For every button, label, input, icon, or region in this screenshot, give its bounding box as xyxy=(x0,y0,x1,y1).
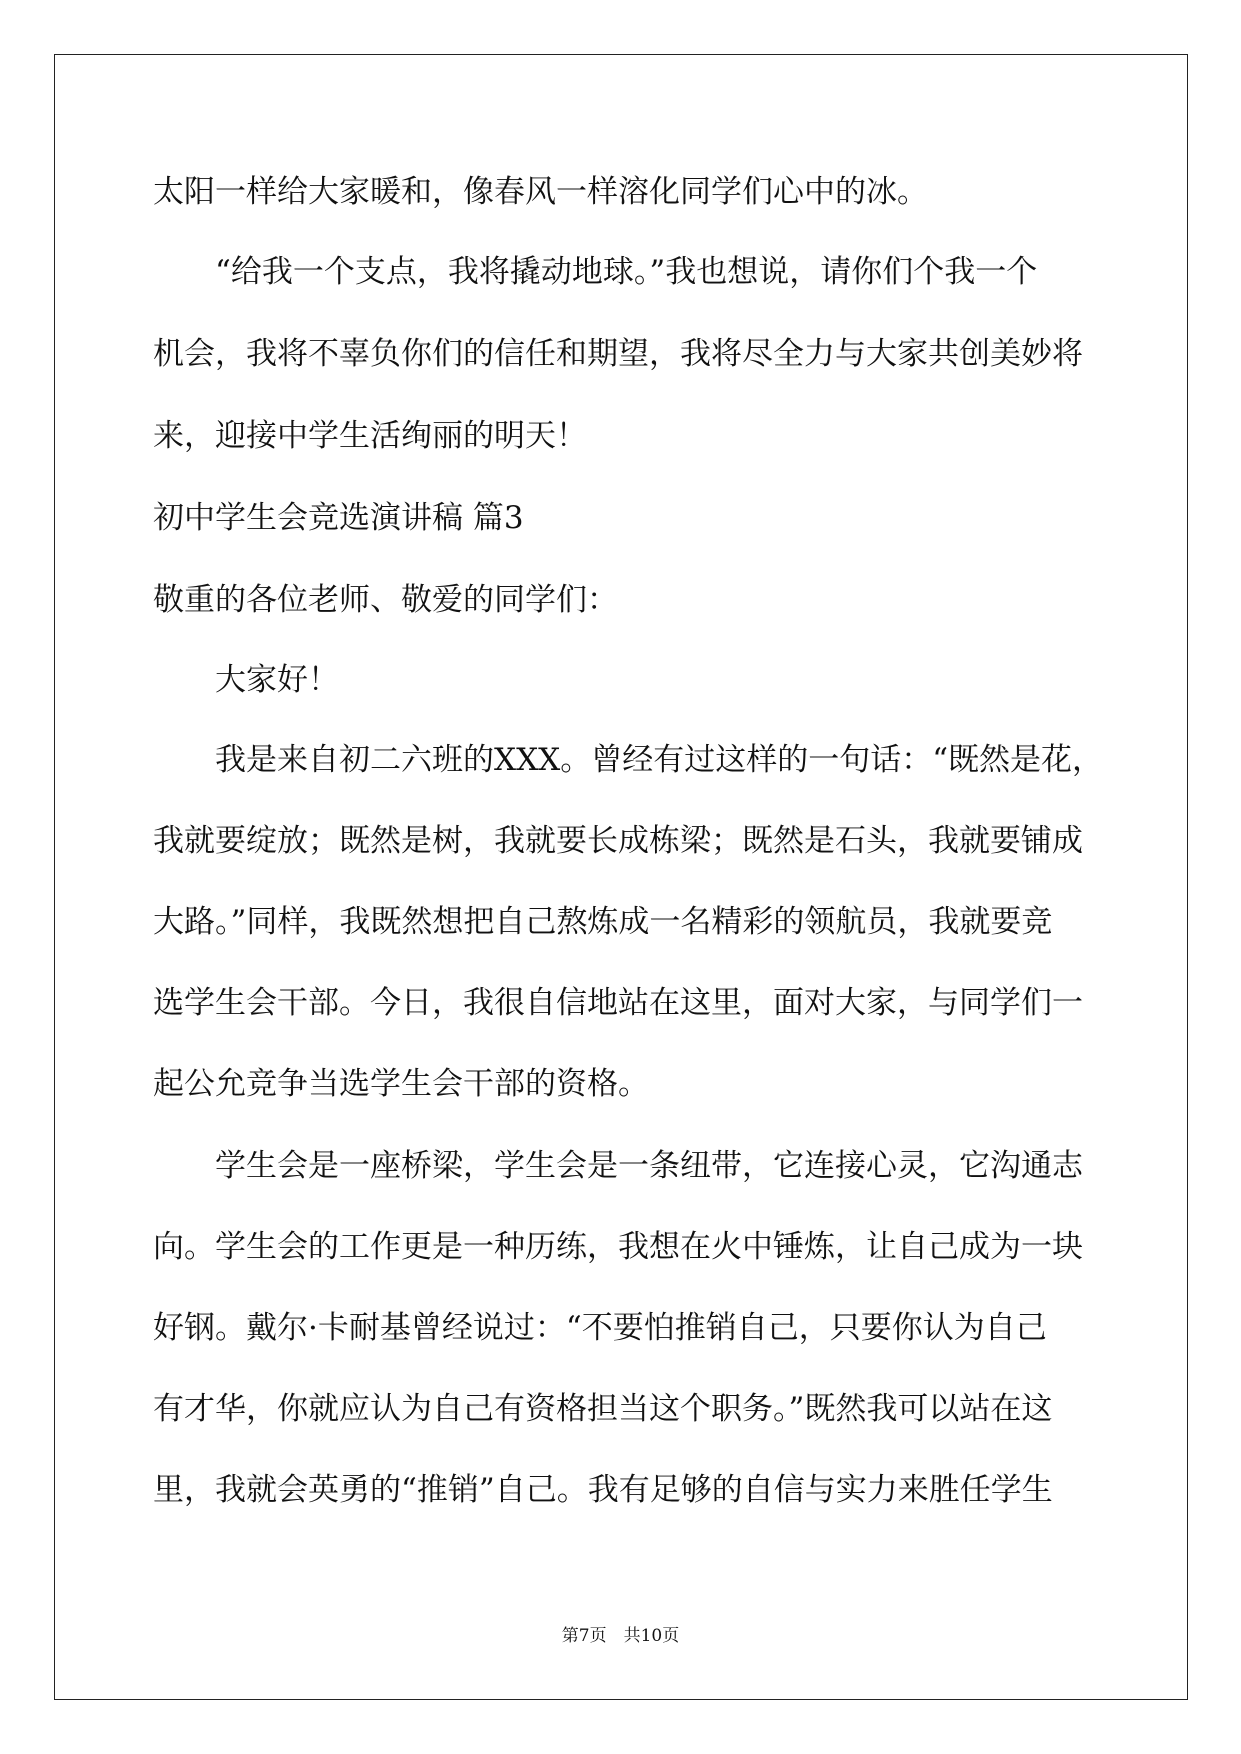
text-line: “给我一个支点，我将撬动地球。”我也想说，请你们个我一个 xyxy=(215,254,1038,290)
text-line: 我就要绽放；既然是树，我就要长成栋梁；既然是石头，我就要铺成 xyxy=(153,823,1083,859)
text-line: 起公允竞争当选学生会干部的资格。 xyxy=(153,1066,649,1102)
text-line: 向。学生会的工作更是一种历练，我想在火中锤炼，让自己成为一块 xyxy=(153,1229,1083,1265)
text-line: 大路。”同样，我既然想把自己熬炼成一名精彩的领航员，我就要竞 xyxy=(153,904,1053,940)
text-line: 我是来自初二六班的XXX。曾经有过这样的一句话：“既然是花， xyxy=(215,742,1104,778)
text-line: 来，迎接中学生活绚丽的明天！ xyxy=(153,418,587,454)
salutation: 敬重的各位老师、敬爱的同学们： xyxy=(153,582,618,618)
section-heading: 初中学生会竞选演讲稿 篇3 xyxy=(153,500,524,536)
text-line: 里，我就会英勇的“推销”自己。我有足够的自信与实力来胜任学生 xyxy=(153,1472,1053,1508)
text-line: 好钢。戴尔·卡耐基曾经说过：“不要怕推销自己，只要你认为自己 xyxy=(153,1310,1047,1346)
text-line: 有才华，你就应认为自己有资格担当这个职务。”既然我可以站在这 xyxy=(153,1391,1053,1427)
page-number: 第7页 共10页 xyxy=(561,1626,680,1646)
greeting: 大家好！ xyxy=(215,662,339,698)
text-line: 太阳一样给大家暖和，像春风一样溶化同学们心中的冰。 xyxy=(153,174,928,210)
text-line: 机会，我将不辜负你们的信任和期望，我将尽全力与大家共创美妙将 xyxy=(153,336,1083,372)
page-border xyxy=(54,54,1188,1700)
text-line: 学生会是一座桥梁，学生会是一条纽带，它连接心灵，它沟通志 xyxy=(215,1148,1083,1184)
text-line: 选学生会干部。今日，我很自信地站在这里，面对大家，与同学们一 xyxy=(153,985,1083,1021)
